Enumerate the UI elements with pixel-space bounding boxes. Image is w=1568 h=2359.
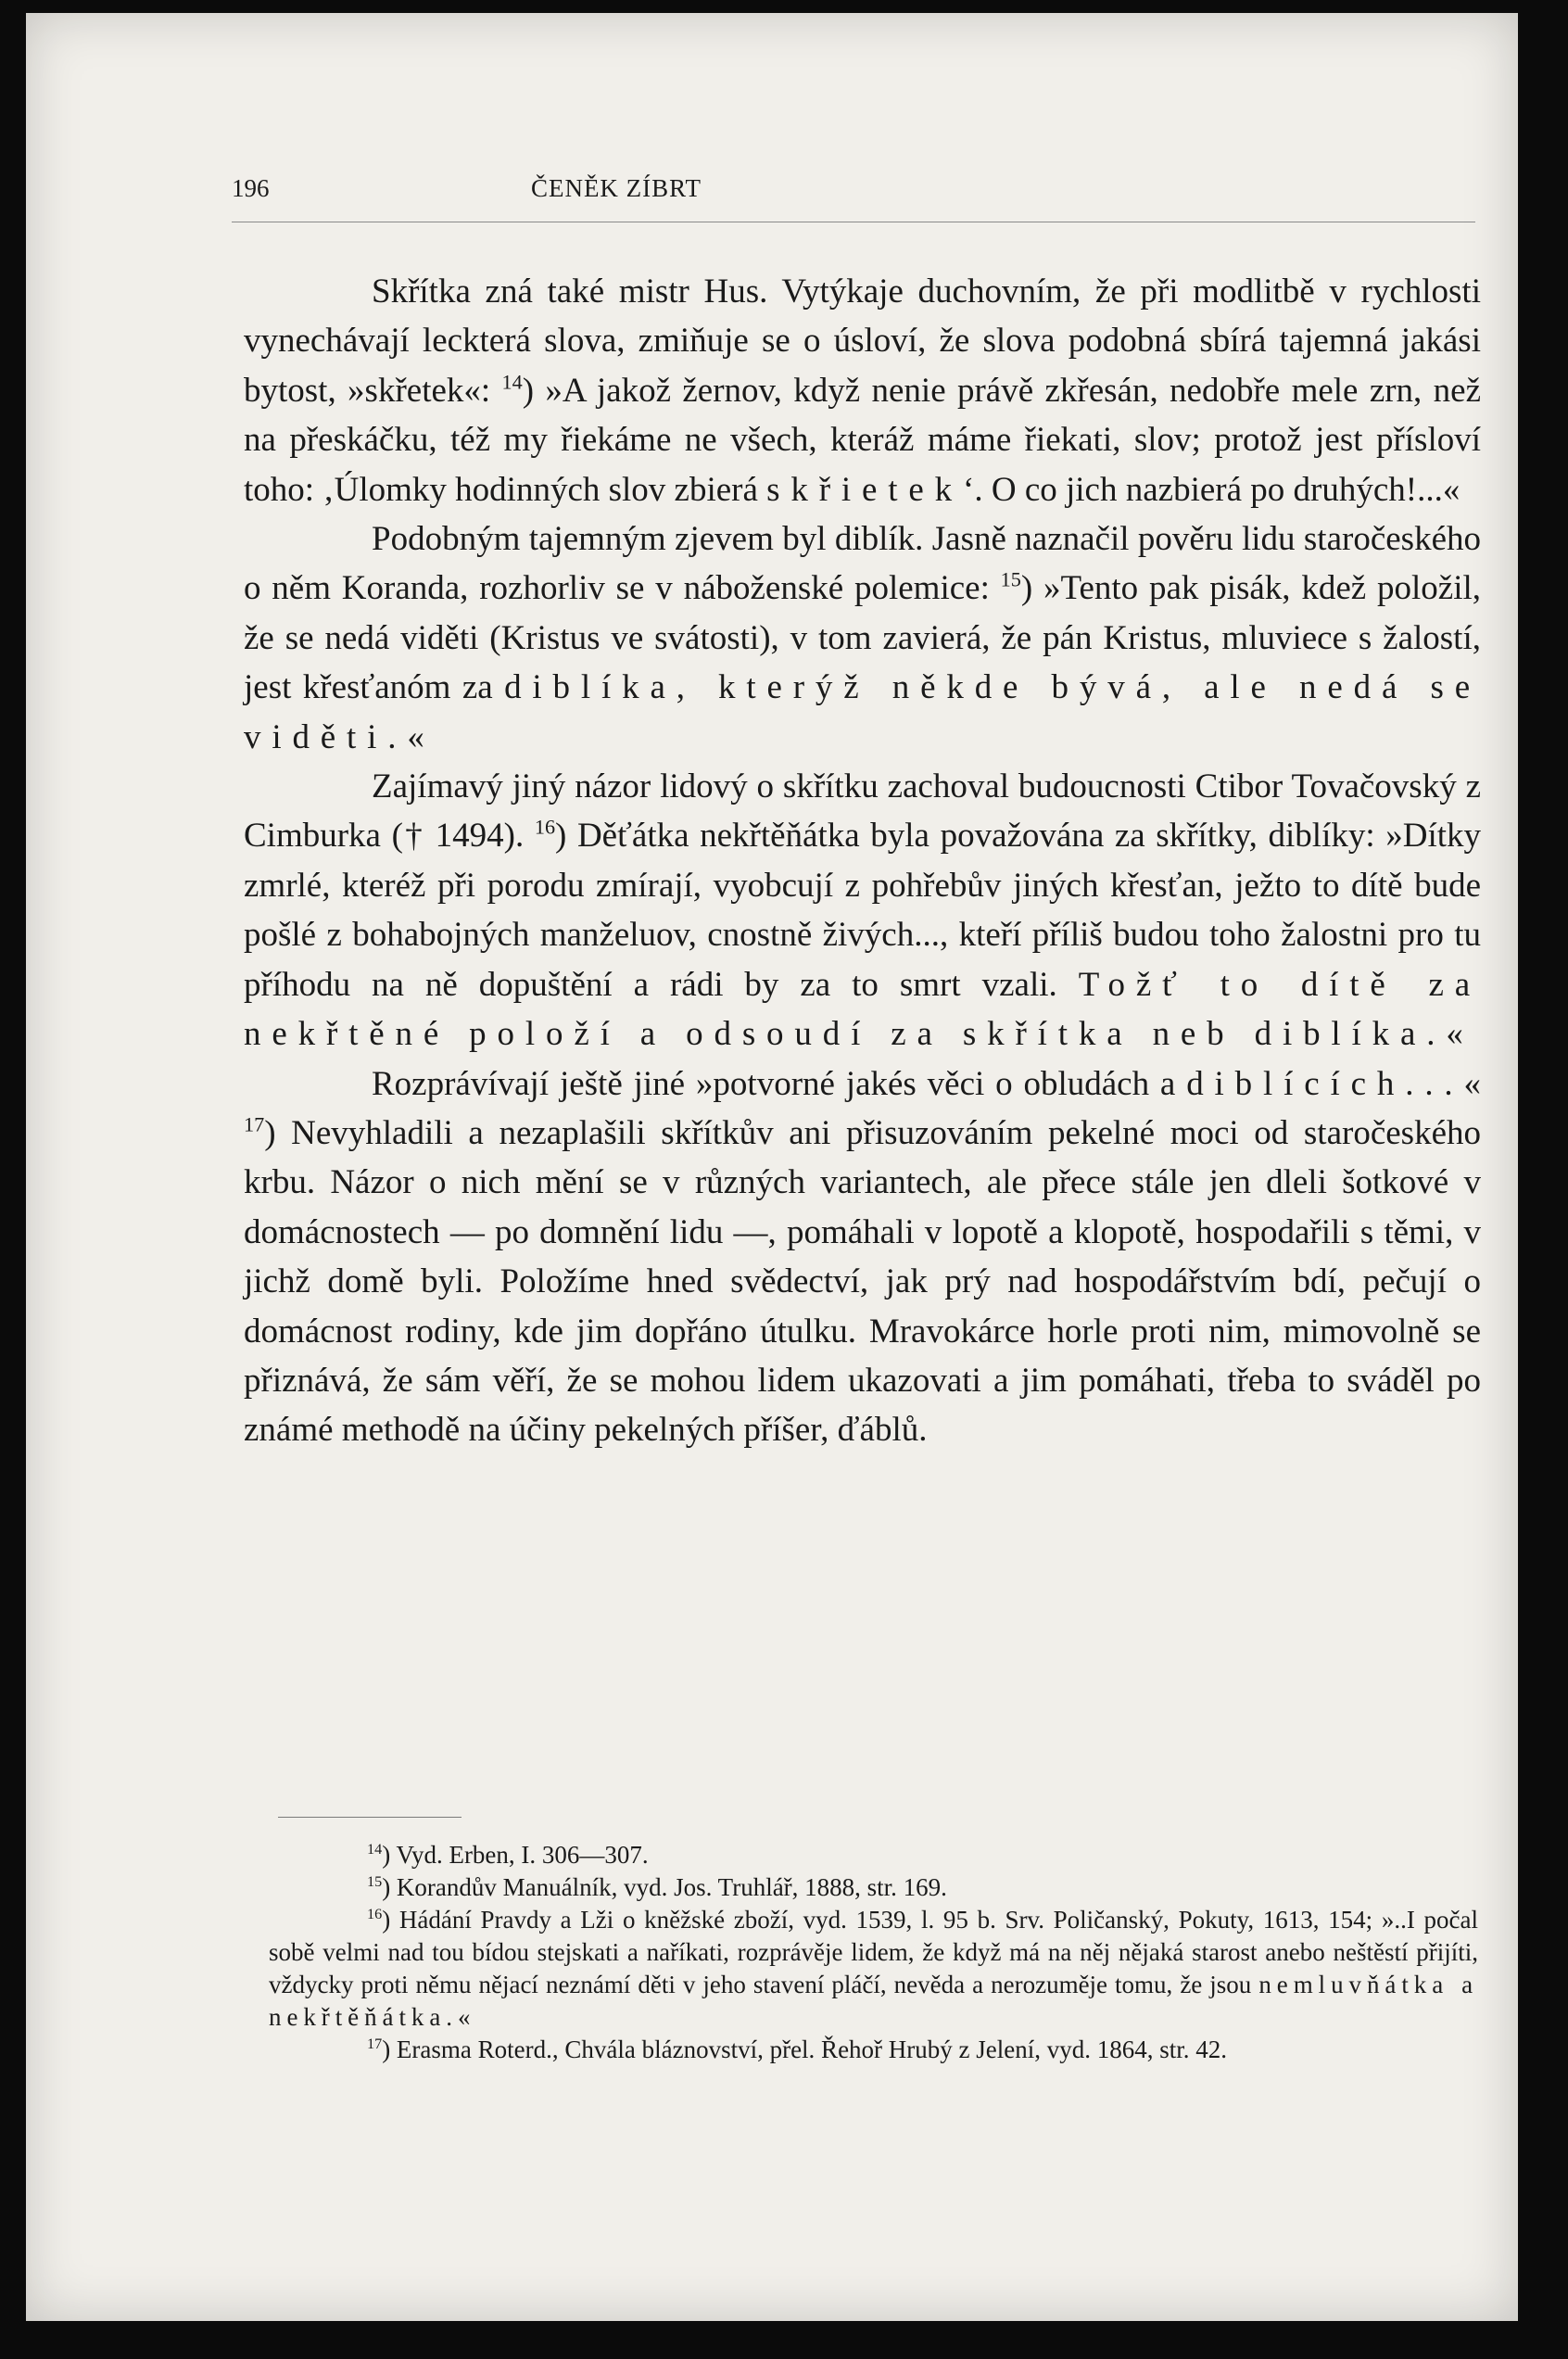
- footnote-17-text: ) Erasma Roterd., Chvála bláznovství, přel. Řehoř Hrubý z Jelení, vyd. 1864, str. 42.: [382, 2036, 1228, 2063]
- paragraph-1-text-a: Skřítka zná také mistr Hus. Vytýkaje duchovním, že při modlitbě v rychlosti vynechávají leckterá slova, zmiňuje se o úsloví, že slova podobná sbírá tajemná jakási bytost, »skřetek«:: [244, 273, 1481, 410]
- footnote-14-text: ) Vyd. Erben, I. 306—307.: [382, 1841, 649, 1869]
- paragraph-4-spaced: diblících...: [1186, 1064, 1464, 1103]
- footnote-mark-15: 15: [367, 1873, 383, 1890]
- main-text: [244, 267, 1481, 1455]
- book-page: [26, 13, 1518, 2321]
- paragraph-4-text-b: «: [1463, 1064, 1481, 1103]
- footnote-16-text: ) Hádání Pravdy a Lži o kněžské zboží, vyd. 1539, l. 95 b. Srv. Poličanský, Pokuty, 1613, 154; »..I počal sobě velmi nad tou bídou stejskati a naříkati, rozprávěje lidem, že když má na něj nějaká starost anebo neštěstí přijíti, vždycky proti němu nějací neznámí děti v jeho stavení pláčí, nevěda a nerozuměje tomu, že jsou: [269, 1906, 1478, 1998]
- page-header: [232, 174, 1001, 208]
- footnote-16: [269, 1904, 1478, 2034]
- footnote-mark-16: 16: [367, 1906, 383, 1922]
- footnote-16-spaced: nemluvňátka a nekřtěňátka.: [269, 1971, 1478, 2031]
- footnote-ref-15: 15: [1000, 568, 1021, 592]
- paragraph-4-text-c: ) Nevyhladili a nezaplašili skřítkův ani přisuzováním pekelné moci od staročeského krbu. Názor o nich mění se v různých variantech, ale přece stále jen dleli šotkové v domácnostech — po domnění lidu —, pomáhali v lopotě a klopotě, hospodařili s těmi, v jichž domě byli. Položíme hned svědectví, jak prý nad hospodářstvím bdí, pečují o domácnost rodiny, kde jim dopřáno útulku. Mravokárce horle proti nim, mimovolně se přiznává, že sám věří, že se mohou lidem ukazovati a jim pomáhati, třeba to sváděl po známé methodě na účiny pekelných příšer, ďáblů.: [244, 1113, 1481, 1450]
- paragraph-1-text-c: ‘. O co jich nazbierá po druhých!...«: [963, 470, 1461, 509]
- paragraph-3-text-c: «: [1446, 1015, 1463, 1054]
- paragraph-1-spaced: skřietek: [766, 470, 964, 509]
- footnote-mark-17: 17: [367, 2036, 383, 2052]
- footnote-mark-14: 14: [367, 1841, 383, 1858]
- footnote-15-text: ) Korandův Manuálník, vyd. Jos. Truhlář, 1888, str. 169.: [382, 1873, 947, 1901]
- paragraph-4-text-a: Rozprávívají ještě jiné »potvorné jakés věci o obludách a: [372, 1064, 1187, 1103]
- paragraph-2: [244, 514, 1481, 762]
- running-title: ČENĚK ZÍBRT: [530, 174, 702, 202]
- paragraph-3-text-b: ) Děťátka nekřtěňátka byla považována za skřítky, diblíky: »Dítky zmrlé, kteréž při porodu zmírají, vyobcují z pohřebův jiných křesťan, ježto to dítě bude pošlé z bohabojných manželuov, cnostně živých..., kteří příliš budou toho žalostni pro tu příhodu na ně dopuštění a rádi by za to smrt vzali.: [244, 817, 1482, 1004]
- footnote-16-end: «: [457, 2003, 471, 2031]
- footnote-rule: [278, 1817, 462, 1818]
- footnote-ref-14: 14: [501, 370, 523, 394]
- paragraph-3: [244, 762, 1481, 1059]
- paragraph-2-text-b: ) »Tento pak pisák, kdež položil, že se nedá viděti (Kristus ve svátosti), v tom zavierá, že pán Kristus, mluviece s žalostí, jest křesťanóm za: [244, 569, 1482, 707]
- page-number: 196: [232, 174, 270, 202]
- paragraph-3-text-a: Zajímavý jiný názor lidový o skřítku zachoval budoucnosti Ctibor Tovačovský z Cimburka († 1494).: [244, 767, 1481, 856]
- footnote-14: [269, 1839, 1478, 1871]
- paragraph-2-text-a: Podobným tajemným zjevem byl diblík. Jasně naznačil pověru lidu staročeského o něm Koranda, rozhorliv se v náboženské polemice:: [244, 520, 1481, 608]
- footnote-17: [269, 2034, 1478, 2066]
- paragraph-2-text-c: «: [407, 717, 424, 756]
- paragraph-1-text-b: ) »A jakož žernov, když nenie právě zkřesán, nedobře mele zrn, než na přeskáčku, též my řiekáme ne všech, kteráž máme řiekati, slov; protož jest přísloví toho: ‚Úlomky hodinných slov zbierá: [244, 371, 1481, 509]
- paragraph-4: [244, 1059, 1481, 1455]
- paragraph-3-spaced: Tožť to dítě za nekřtěné položí a odsoudí za skřítka neb diblíka.: [244, 965, 1481, 1054]
- paragraph-2-spaced: diblíka, kterýž někde bývá, ale nedá se viděti.: [244, 668, 1481, 756]
- footnote-15: [269, 1871, 1478, 1904]
- footnote-ref-16: 16: [534, 816, 556, 840]
- paragraph-1: [244, 267, 1481, 514]
- footnote-ref-17: 17: [244, 1112, 265, 1136]
- footnotes: [269, 1839, 1478, 2066]
